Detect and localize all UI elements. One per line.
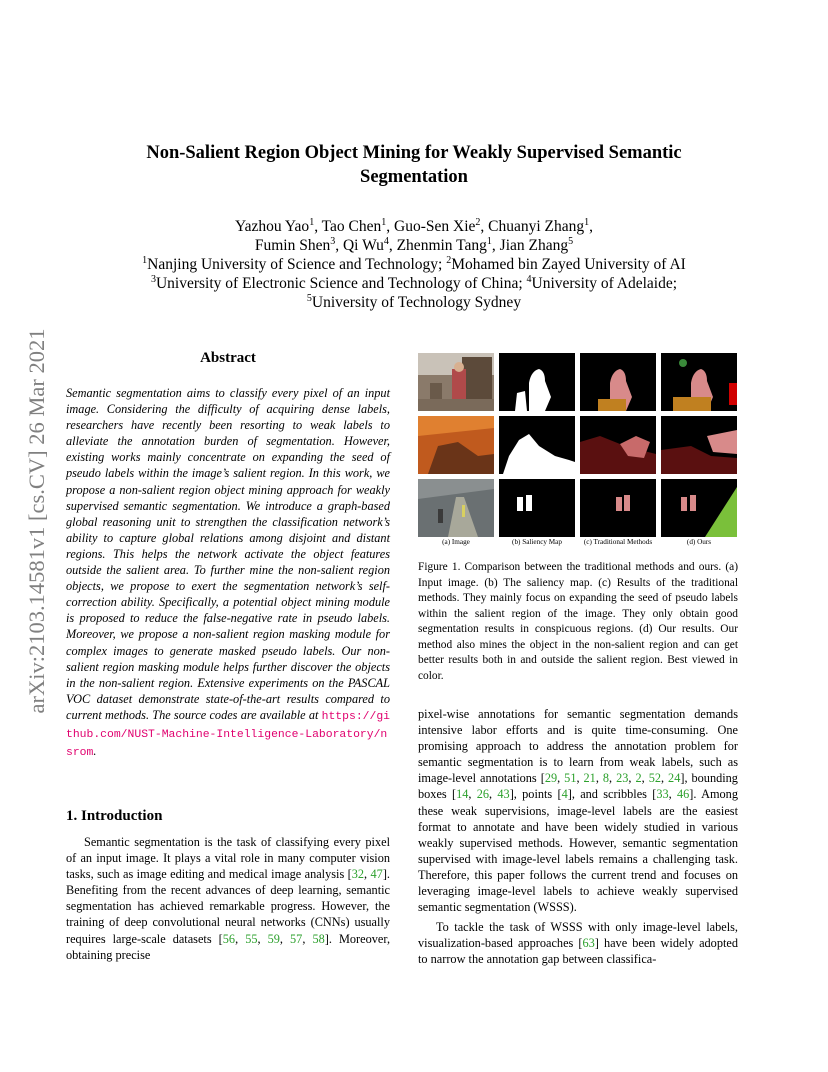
citation-link[interactable]: 55 <box>245 931 258 946</box>
affiliation-mark: 5 <box>306 292 312 304</box>
figure-saliency-people <box>499 353 575 411</box>
author-affiliation-mark: 2 <box>475 216 481 228</box>
figure-image-animal <box>418 416 494 474</box>
citation-link[interactable]: 14 <box>456 787 469 802</box>
affiliation-line-2 <box>100 274 728 293</box>
citation-link[interactable]: 26 <box>476 787 490 802</box>
abstract-heading: Abstract <box>200 350 256 366</box>
figure-label-image: (a) Image <box>442 538 470 546</box>
citation-link[interactable]: 52 <box>648 771 661 786</box>
citation-link[interactable]: 29 <box>544 771 558 786</box>
affiliation-mark: 3 <box>150 273 156 285</box>
citation-link[interactable]: 59 <box>267 931 280 946</box>
figure-label-ours: (d) Ours <box>686 538 712 546</box>
author-line-2: Fumin Shen$^3$, Qi Wu$^4$, Zhenmin Tang$^1$, Jian Zhang$^5$ <box>254 235 574 254</box>
figure-traditional-people <box>580 353 656 411</box>
figure-caption: Figure 1. Comparison between the traditional methods and ours. (a) Input image. (b) The saliency map. (c) Results of the traditional methods. They mainly focus on expanding the seed of pseudo labels within the salient region of the image. They only obtain good segmentation results in conspicuous regions. (d) Our results. Our method also mines the object in the non-salient region and can get better results both in and outside the salient region. Best viewed in color. <box>418 561 738 682</box>
citation-link[interactable]: 47 <box>370 867 383 882</box>
author-name: Guo-Sen Xie <box>394 218 476 235</box>
author-affiliation-mark: 1 <box>381 216 387 228</box>
author-name: Chuanyi Zhang <box>488 218 585 235</box>
author-affiliation-mark: 1 <box>584 216 590 228</box>
author-name: Zhenmin Tang <box>396 237 487 254</box>
abstract-body <box>66 385 390 761</box>
author-affiliation-mark: 4 <box>383 235 389 247</box>
author-affiliation-mark: 1 <box>309 216 315 228</box>
citation-link[interactable]: 51 <box>564 771 577 786</box>
right-column-body <box>418 706 738 968</box>
citation-link[interactable]: 58 <box>312 931 325 946</box>
citation-link[interactable]: 4 <box>561 787 568 802</box>
citation-link[interactable]: 43 <box>497 787 510 802</box>
figure-ours-animal <box>661 416 737 474</box>
affiliation-mark: 4 <box>526 273 532 285</box>
affiliation-line-3 <box>100 293 728 312</box>
title-line-2: Segmentation <box>360 167 468 187</box>
body-paragraph: To tackle the task of WSSS with only image-level labels, visualization-based approaches [63] have been widely adopted to narrow the annotation gap between classifica- <box>418 920 738 967</box>
citation-link[interactable]: 57 <box>290 931 303 946</box>
citation-link[interactable]: 33 <box>656 787 669 802</box>
figure-saliency-station <box>499 479 575 537</box>
author-line-1: Yazhou Yao$^1$, Tao Chen$^1$, Guo-Sen Xie$^2$, Chuanyi Zhang$^1$, <box>234 216 594 235</box>
citation-link[interactable]: 8 <box>602 771 610 786</box>
citation-link[interactable]: 2 <box>635 771 642 786</box>
affiliation-line-1 <box>100 255 728 274</box>
affiliation: University of Technology Sydney <box>311 294 522 311</box>
intro-paragraph: Semantic segmentation is the task of classifying every pixel of an input image. It plays a vital role in many computer vision tasks, such as image editing and medical image analysis [32, 47]. Benefiting from the recent advances of deep learning, semantic segmentation has achieved remarkable progress. However, the training of deep convolutional neural networks (CNNs) usually requires large-scale datasets [56, 55, 59, 57, 58]. Moreover, obtaining precise <box>66 835 391 962</box>
citation-link[interactable]: 24 <box>668 771 681 786</box>
affiliation: University of Electronic Science and Technology of China; <box>155 275 523 292</box>
author-name: Tao Chen <box>321 218 382 235</box>
author-affiliation-mark: 3 <box>330 235 336 247</box>
author-name: Yazhou Yao <box>234 218 310 235</box>
figure-traditional-animal <box>580 416 656 474</box>
introduction-body <box>66 834 390 963</box>
citation-link[interactable]: 21 <box>583 771 596 786</box>
abstract-tail: . <box>93 744 97 759</box>
citation-link[interactable]: 23 <box>616 771 629 786</box>
author-name: Qi Wu <box>342 237 384 254</box>
affiliation: Mohamed bin Zayed University of AI <box>451 256 686 273</box>
body-paragraph: pixel-wise annotations for semantic segmentation demands intensive labor efforts and is quite time-consuming. One promising approach to address the annotation problem for semantic segmentation is to learn from weak labels, such as image-level annotations [29, 51, 21, 8, 23, 2, 52, 24], bounding boxes [14, 26, 43], points [4], and scribbles [33, 46]. Among these weak supervisions, image-level labels are the easiest format to annotate and have been widely studied in various weakly supervised methods. However, semantic segmentation supervised with image-level labels remains a challenging task. Therefore, this paper follows the current trend and focuses on leveraging image-level labels to achieve weakly supervised semantic segmentation (WSSS). <box>418 707 738 915</box>
affiliation: University of Adelaide; <box>531 275 678 292</box>
figure-image-people <box>418 353 494 411</box>
title-line-1: Non-Salient Region Object Mining for Weakly Supervised Semantic <box>146 143 682 163</box>
figure-ours-people <box>661 353 737 411</box>
figure-traditional-station <box>580 479 656 537</box>
arxiv-identifier: arXiv:2103.14581v1 [cs.CV] 26 Mar 2021 <box>24 328 49 714</box>
citation-link[interactable]: 56 <box>222 931 236 946</box>
citation-link[interactable]: 63 <box>582 936 595 951</box>
author-affiliation-mark: 5 <box>568 235 574 247</box>
citation-link[interactable]: 32 <box>351 867 365 882</box>
figure-1 <box>418 353 738 553</box>
citation-link[interactable]: 46 <box>677 787 690 802</box>
author-name: Jian Zhang <box>499 237 569 254</box>
figure-saliency-animal <box>499 416 575 474</box>
figure-label-traditional: (c) Traditional Methods <box>583 538 653 546</box>
source-code-link[interactable]: https://github.com/NUST-Machine-Intelligence-Laboratory/nsrom <box>66 710 390 760</box>
affiliation-mark: 1 <box>142 254 148 266</box>
figure-image-station <box>418 479 494 537</box>
figure-label-saliency: (b) Saliency Map <box>512 538 562 546</box>
affiliation-mark: 2 <box>446 254 452 266</box>
author-name: Fumin Shen <box>254 237 331 254</box>
figure-ours-station <box>661 479 737 537</box>
author-block <box>100 217 728 312</box>
paper-title <box>100 141 728 189</box>
section-heading-introduction: 1. Introduction <box>66 808 163 824</box>
abstract-text: Semantic segmentation aims to classify every pixel of an input image. Considering the difficulty of acquiring dense labels, researchers have recently been resorting to weak labels to alleviate the annotation burden of segmentation. However, existing works mainly concentrate on expanding the seed of pseudo labels within the image’s salient region. In this work, we propose a non-salient region object mining approach for weakly supervised semantic segmentation. We introduce a graph-based global reasoning unit to strengthen the classification network’s ability to capture global relations among disjoint and distant regions. This helps the network activate the object features outside the salient area. To further mine the non-salient region objects, we propose to exert the segmentation network’s self-correction ability. Specifically, a potential object mining module is proposed to reduce the false-negative rate in pseudo labels. Moreover, we propose a non-salient region masking module for complex images to generate masked pseudo labels. Our non-salient region masking module helps further discover the objects in the non-salient region. Extensive experiments on the PASCAL VOC dataset demonstrate state-of-the-art results compared to current methods. The source codes are available at <box>66 386 390 722</box>
affiliation: Nanjing University of Science and Technology; <box>147 256 443 273</box>
author-affiliation-mark: 1 <box>486 235 492 247</box>
